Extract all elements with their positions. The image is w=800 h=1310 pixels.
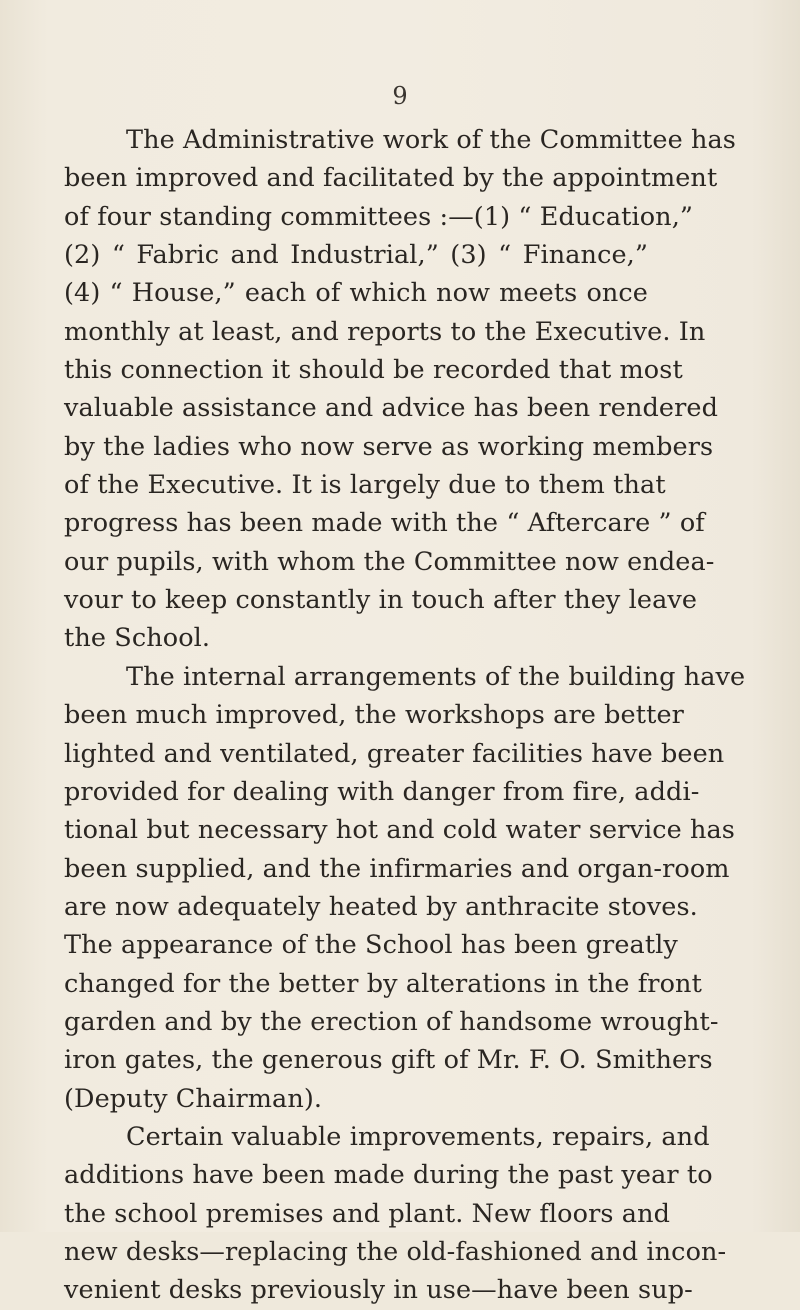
body-text (64, 121, 746, 1310)
text-line: Certain valuable improvements, repairs, and (126, 1121, 710, 1152)
text-line: additions have been made during the past year to (64, 1160, 713, 1191)
text-line: by the ladies who now serve as working members (64, 431, 714, 462)
text-line: been improved and facilitated by the appointment (64, 163, 718, 194)
text-line: The internal arrangements of the building have (126, 661, 746, 692)
text-line: been much improved, the workshops are better (64, 700, 684, 731)
text-line: (Deputy Chairman). (64, 1083, 323, 1114)
page-number: 9 (392, 82, 408, 110)
text-line: (4) “ House,” each of which now meets once (64, 278, 648, 309)
text-line: the school premises and plant. New floors and (64, 1198, 671, 1229)
text-line: lighted and ventilated, greater facilities have been (64, 738, 725, 769)
text-line: changed for the better by alterations in the front (64, 968, 702, 999)
text-line: this connection it should be recorded that most (64, 355, 683, 386)
text-line: garden and by the erection of handsome wrought- (64, 1006, 719, 1037)
text-line: provided for dealing with danger from fire, addi- (64, 776, 700, 807)
text-line: our pupils, with whom the Committee now endea- (64, 546, 715, 577)
text-line: progress has been made with the “ Aftercare ” of (64, 508, 705, 539)
text-line: of four standing committees :—(1) “ Education,” (64, 201, 694, 232)
text-line: valuable assistance and advice has been rendered (64, 393, 719, 424)
text-line: The Administrative work of the Committee has (126, 125, 736, 155)
text-line: new desks—replacing the old-fashioned and incon- (64, 1236, 727, 1267)
text-line: The appearance of the School has been greatly (64, 930, 678, 961)
text-line: vour to keep constantly in touch after they leave (64, 585, 698, 616)
text-line: monthly at least, and reports to the Executive. In (64, 316, 706, 347)
text-line: the School. (64, 623, 211, 654)
text-line: been supplied, and the infirmaries and organ-room (64, 853, 730, 884)
text-line: venient desks previously in use—have been sup- (64, 1275, 693, 1306)
text-line: iron gates, the generous gift of Mr. F. O. Smithers (64, 1045, 713, 1076)
text-line: of the Executive. It is largely due to them that (64, 470, 666, 501)
text-line: (2) “ Fabric and Industrial,” (3) “ Finance,” (64, 240, 648, 271)
text-line: tional but necessary hot and cold water service has (64, 815, 735, 846)
text-line: are now adequately heated by anthracite stoves. (64, 891, 698, 922)
